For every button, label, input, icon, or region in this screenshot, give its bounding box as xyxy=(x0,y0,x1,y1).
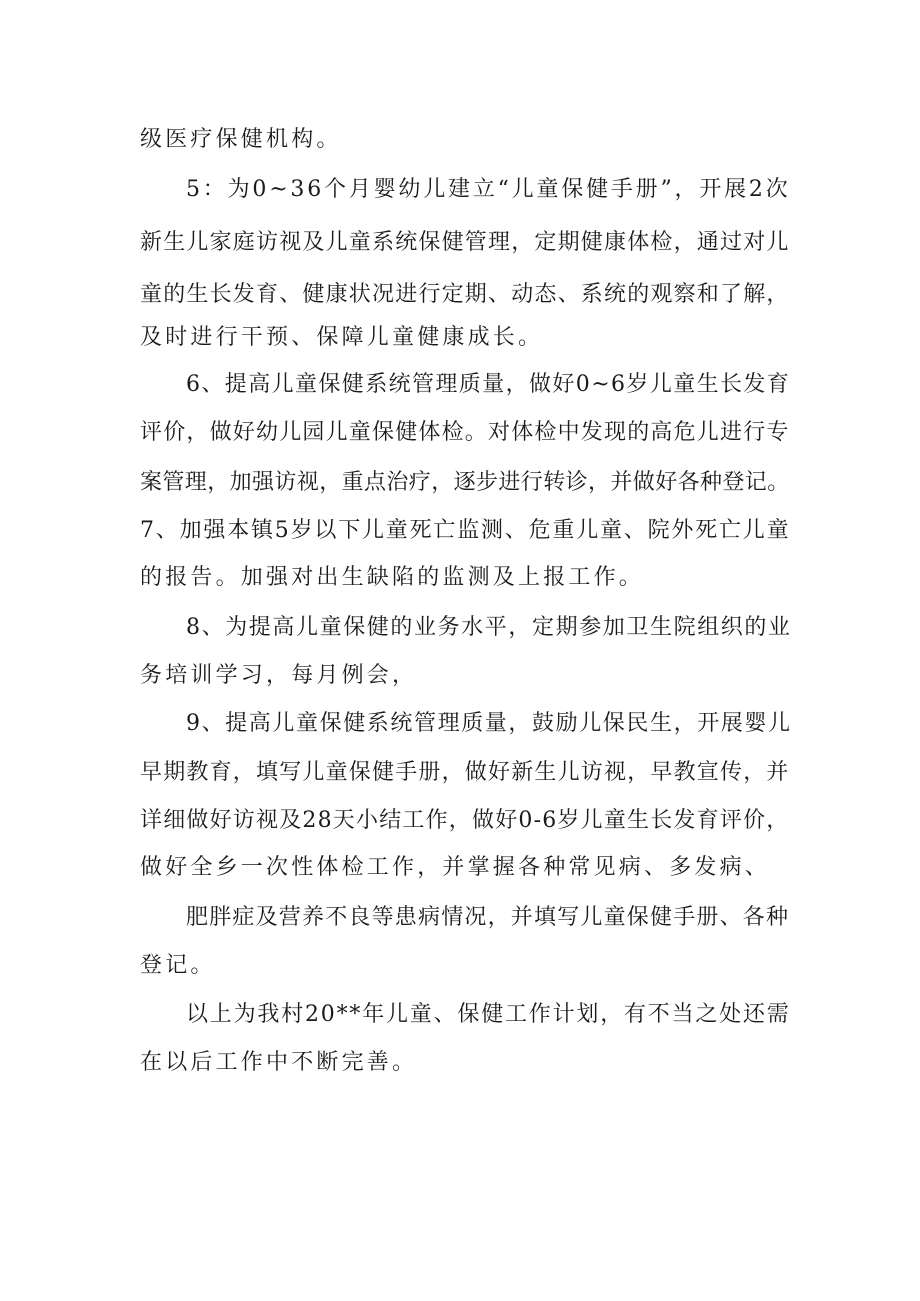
text-line: 做好全乡一次性体检工作，并掌握各种常见病、多发病、 xyxy=(140,855,771,880)
text-line: 务培训学习，每月例会， xyxy=(140,663,418,688)
text-line: 5：为0~36个月婴幼儿建立“儿童保健手册”，开展2次 xyxy=(186,177,791,202)
text-line: 及时进行干预、保障儿童健康成长。 xyxy=(140,325,544,350)
text-line: 登记。 xyxy=(140,953,216,978)
text-line: 案管理，加强访视，重点治疗，逐步进行转诊，并做好各种登记。 xyxy=(140,470,790,495)
text-line: 肥胖症及营养不良等患病情况，并填写儿童保健手册、各种 xyxy=(186,905,790,930)
text-line: 7、加强本镇5岁以下儿童死亡监测、危重儿童、院外死亡儿童 xyxy=(140,518,791,543)
text-line: 级医疗保健机构。 xyxy=(140,127,342,152)
text-line: 在以后工作中不断完善。 xyxy=(140,1050,418,1075)
text-line: 新生儿家庭访视及儿童系统保健管理，定期健康体检，通过对儿 xyxy=(140,230,790,255)
text-line: 9、提高儿童保健系统管理质量，鼓励儿保民生，开展婴儿 xyxy=(186,711,792,736)
text-line: 以上为我村20**年儿童、保健工作计划，有不当之处还需 xyxy=(186,1002,791,1027)
text-line: 评价，做好幼儿园儿童保健体检。对体检中发现的高危儿进行专 xyxy=(140,420,790,445)
text-line: 早期教育，填写儿童保健手册，做好新生儿访视，早教宣传，并 xyxy=(140,760,790,785)
text-line: 童的生长发育、健康状况进行定期、动态、系统的观察和了解， xyxy=(140,282,790,307)
text-line: 8、为提高儿童保健的业务水平，定期参加卫生院组织的业 xyxy=(186,615,792,640)
text-line: 6、提高儿童保健系统管理质量，做好0~6岁儿童生长发育 xyxy=(186,372,791,397)
text-line: 详细做好访视及28天小结工作，做好0-6岁儿童生长发育评价， xyxy=(140,808,790,833)
text-line: 的报告。加强对出生缺陷的监测及上报工作。 xyxy=(140,565,645,590)
